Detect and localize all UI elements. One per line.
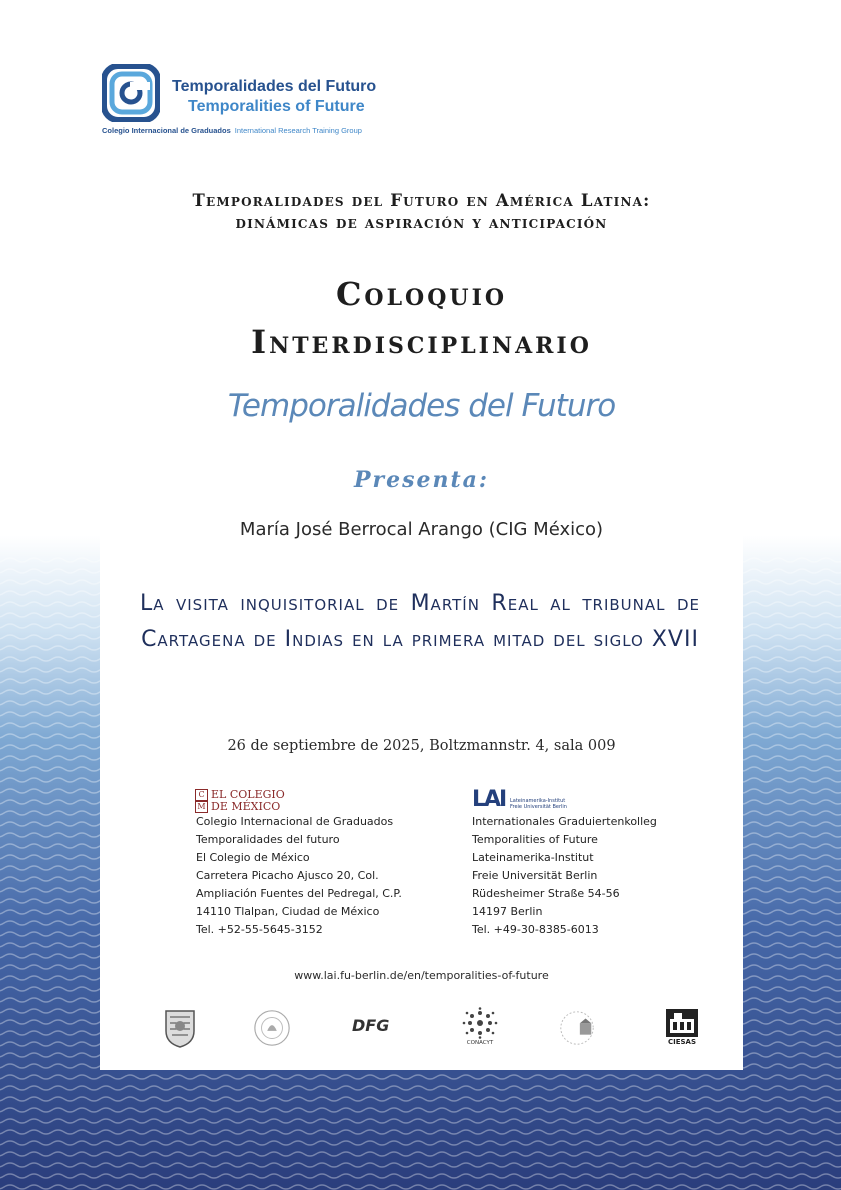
website-link[interactable]: www.lai.fu-berlin.de/en/temporalities-of-future bbox=[294, 969, 549, 982]
address-line: Temporalidades del futuro bbox=[196, 833, 340, 846]
presenter-name: María José Berrocal Arango (CIG México) bbox=[239, 519, 604, 540]
series-heading-line1: Temporalidades del Futuro en América Latina: bbox=[192, 191, 651, 210]
address-line: Colegio Internacional de Graduados bbox=[196, 815, 394, 828]
colmex-logo-text-2: DE MÉXICO bbox=[211, 800, 281, 813]
event-type-line2: Interdisciplinario bbox=[251, 323, 592, 361]
address-line: Rüdesheimer Straße 54-56 bbox=[472, 887, 620, 900]
phone-lai: Tel. +49-30-8385-6013 bbox=[472, 923, 599, 936]
address-line: 14197 Berlin bbox=[472, 905, 543, 918]
address-line: Temporalities of Future bbox=[472, 833, 598, 846]
phone-colmex: Tel. +52-55-5645-3152 bbox=[196, 923, 323, 936]
date-and-venue: 26 de septiembre de 2025, Boltzmannstr. 4, sala 009 bbox=[227, 738, 616, 754]
logo-tagline-es: Colegio Internacional de Graduados bbox=[102, 126, 231, 135]
colmex-logo-letter-m: M bbox=[195, 801, 208, 813]
colmex-seal-icon bbox=[557, 1007, 597, 1049]
address-line: Freie Universität Berlin bbox=[472, 869, 598, 882]
colmex-logo-text-1: EL COLEGIO bbox=[211, 788, 285, 801]
dfg-logo: DFG bbox=[352, 1016, 390, 1035]
series-heading bbox=[100, 190, 743, 234]
logo-tagline bbox=[102, 126, 362, 135]
address-line: 14110 Tlalpan, Ciudad de México bbox=[196, 905, 380, 918]
colmex-logo-letter-c: C bbox=[195, 789, 208, 801]
address-line: Ampliación Fuentes del Pedregal, C.P. bbox=[196, 887, 402, 900]
address-lai bbox=[472, 813, 722, 939]
event-type-heading bbox=[100, 270, 743, 366]
program-logo-icon bbox=[102, 64, 160, 122]
address-line: Lateinamerika-Institut bbox=[472, 851, 594, 864]
fu-berlin-seal-icon bbox=[252, 1007, 292, 1049]
address-line: Carretera Picacho Ajusco 20, Col. bbox=[196, 869, 379, 882]
address-line: El Colegio de México bbox=[196, 851, 310, 864]
logo-subtitle: Temporalities of Future bbox=[188, 98, 365, 115]
program-logo bbox=[100, 62, 400, 140]
address-colmex bbox=[196, 813, 446, 939]
talk-title: La visita inquisitorial de Martín Real al tribunal de Cartagena de Indias en la primera mitad del siglo XVII bbox=[140, 591, 700, 652]
event-type-line1: Coloquio bbox=[335, 275, 508, 313]
lai-logo-letters: LAI bbox=[472, 787, 506, 812]
series-heading-line2: dinámicas de aspiración y anticipación bbox=[235, 213, 608, 232]
lai-logo-text-1: Lateinamerika-Institut bbox=[510, 798, 566, 804]
conacyt-logo bbox=[458, 1007, 502, 1049]
address-line: Internationales Graduiertenkolleg bbox=[472, 815, 657, 828]
unam-seal-icon bbox=[160, 1007, 200, 1049]
presents-label: Presenta: bbox=[353, 467, 490, 493]
ciesas-building-icon bbox=[666, 1009, 698, 1037]
lai-logo-text-2: Freie Universität Berlin bbox=[510, 804, 567, 810]
ciesas-logo bbox=[664, 1007, 700, 1049]
logo-title: Temporalidades del Futuro bbox=[172, 78, 377, 95]
ciesas-label: CIESAS bbox=[667, 1038, 697, 1046]
logo-tagline-en: International Research Training Group bbox=[234, 126, 362, 135]
conacyt-dots-icon bbox=[460, 1007, 500, 1039]
colloquium-name: Temporalidades del Futuro bbox=[227, 388, 616, 424]
conacyt-label: CONACYT bbox=[466, 1040, 494, 1046]
